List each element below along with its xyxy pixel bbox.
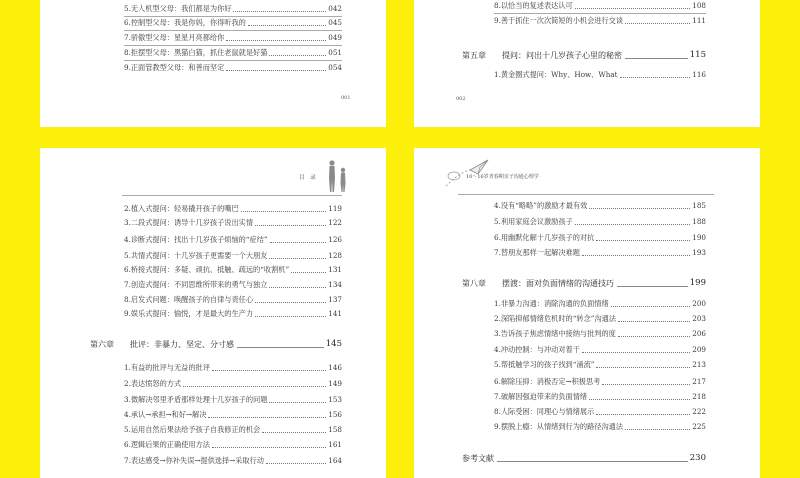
- divider: [124, 60, 342, 61]
- toc-entry[interactable]: 7.创造式提问：不同思维所带来的勇气与独立 134: [124, 280, 342, 289]
- chapter-heading[interactable]: 第五章 提问：问出十几岁孩子心里的秘密 115: [462, 50, 706, 60]
- toc-entry[interactable]: 7.替朋友那样一起解决难题 193: [494, 248, 706, 257]
- toc-entry[interactable]: 9.正面管教型父母：和善而坚定 054: [124, 63, 342, 72]
- toc-entry[interactable]: 8.启发式问题：唤醒孩子的自律与责任心 137: [124, 295, 342, 304]
- toc-entry[interactable]: 6.桥接式提问：多疑、顽抗、抵触、疏远的“收割机” 131: [124, 265, 342, 274]
- running-header: 10～16岁青春期亲子沟通心理学: [466, 174, 539, 180]
- toc-entry[interactable]: 2.深陷抑郁情绪危机时的“转念”沟通法 203: [494, 314, 706, 323]
- toc-entry[interactable]: 9.娱乐式提问：愉悦，才是最大的生产力 141: [124, 309, 342, 318]
- chapter-heading[interactable]: 第八章 摆渡：面对负面情绪的沟通技巧 199: [462, 278, 706, 288]
- toc-entry[interactable]: 5.利用家庭会议激励孩子 188: [494, 217, 706, 226]
- silhouette-figures-icon: [324, 158, 350, 194]
- toc-entry[interactable]: 3.微解决邻里矛盾那样处理十几岁孩子的问题 153: [124, 395, 342, 404]
- toc-entry[interactable]: 4.冲动控制：与冲动对着干 209: [494, 345, 706, 354]
- toc-entry[interactable]: 4.承认→承担→和好→解决 156: [124, 410, 342, 419]
- page-bottom-right: [414, 148, 760, 478]
- chapter-heading[interactable]: 第六章 批评：非暴力、坚定、分寸感 145: [90, 339, 342, 349]
- toc-entry[interactable]: 6.用幽默化解十几岁孩子的对抗 190: [494, 233, 706, 242]
- toc-entry[interactable]: 6.控制型父母：我是你妈，你得听我的 045: [124, 18, 342, 27]
- toc-entry[interactable]: 1.非暴力沟通：消除沟通的负面情绪 200: [494, 299, 706, 308]
- page-top-right: [414, 0, 760, 127]
- toc-entry[interactable]: 7.表达感受→你补失误→提供选择→采取行动 164: [124, 456, 342, 465]
- divider: [124, 16, 342, 17]
- toc-entry[interactable]: 1.黄金圈式提问：Why、How、What 116: [494, 70, 706, 79]
- toc-entry[interactable]: 5.共情式提问：十几岁孩子更需要一个大朋友 128: [124, 251, 342, 260]
- toc-entry[interactable]: 5.帮抵触学习的孩子找到“涌流” 213: [494, 360, 706, 369]
- page-bottom-left: [40, 148, 386, 478]
- page-number: 001: [341, 95, 351, 101]
- divider: [124, 45, 342, 46]
- toc-entry[interactable]: 1.有益的批评与无益的批评 146: [124, 363, 342, 372]
- divider: [122, 195, 342, 196]
- toc-entry[interactable]: 4.没有“略略”的激励才最有效 185: [494, 201, 706, 210]
- divider: [494, 13, 706, 14]
- toc-entry[interactable]: 2.植入式提问：轻易撬开孩子的嘴巴 119: [124, 204, 342, 213]
- toc-entry[interactable]: 8.以恰当的复述表达认可 108: [494, 1, 706, 10]
- toc-entry[interactable]: 9.善于抓住一次次简短的小机会进行交谈 111: [494, 16, 706, 25]
- toc-entry[interactable]: 9.摆脱上瘾：从情绪到行为的路径沟通法 225: [494, 422, 706, 431]
- page-top-left: [40, 0, 386, 127]
- running-header: 目 录: [299, 175, 318, 181]
- toc-entry[interactable]: 7.骄傲型父母：星星月亮都给你 049: [124, 33, 342, 42]
- toc-entry[interactable]: 3.告诉孩子焦虑情绪中接纳与批判的度 206: [494, 329, 706, 338]
- toc-entry[interactable]: 2.表达愤怒的方式 149: [124, 379, 342, 388]
- chapter-heading[interactable]: 参考文献 230: [462, 453, 706, 463]
- toc-entry[interactable]: 5.无人机型父母：我们都是为你好 042: [124, 4, 342, 13]
- divider: [124, 30, 342, 31]
- toc-entry[interactable]: 8.人际受困：同理心与情绪展示 222: [494, 407, 706, 416]
- toc-entry[interactable]: 7.破解因强迫带来的负面情绪 218: [494, 392, 706, 401]
- toc-entry[interactable]: 3.二段式提问：诱导十几岁孩子说出实情 122: [124, 218, 342, 227]
- page-number: 002: [456, 96, 466, 102]
- toc-entry[interactable]: 4.诊断式提问：找出十几岁孩子烦恼的“症结” 126: [124, 235, 342, 244]
- divider: [458, 194, 714, 195]
- toc-entry[interactable]: 5.运用自然后果法给予孩子自我修正的机会 158: [124, 425, 342, 434]
- toc-entry[interactable]: 6.解除压抑：消极否定→积极思考 217: [494, 377, 706, 386]
- toc-entry[interactable]: 6.逻辑后果的正确使用方法 161: [124, 440, 342, 449]
- toc-entry[interactable]: 8.拒摆型父母：黑猫白猫，抓住老鼠就是好猫 051: [124, 48, 342, 57]
